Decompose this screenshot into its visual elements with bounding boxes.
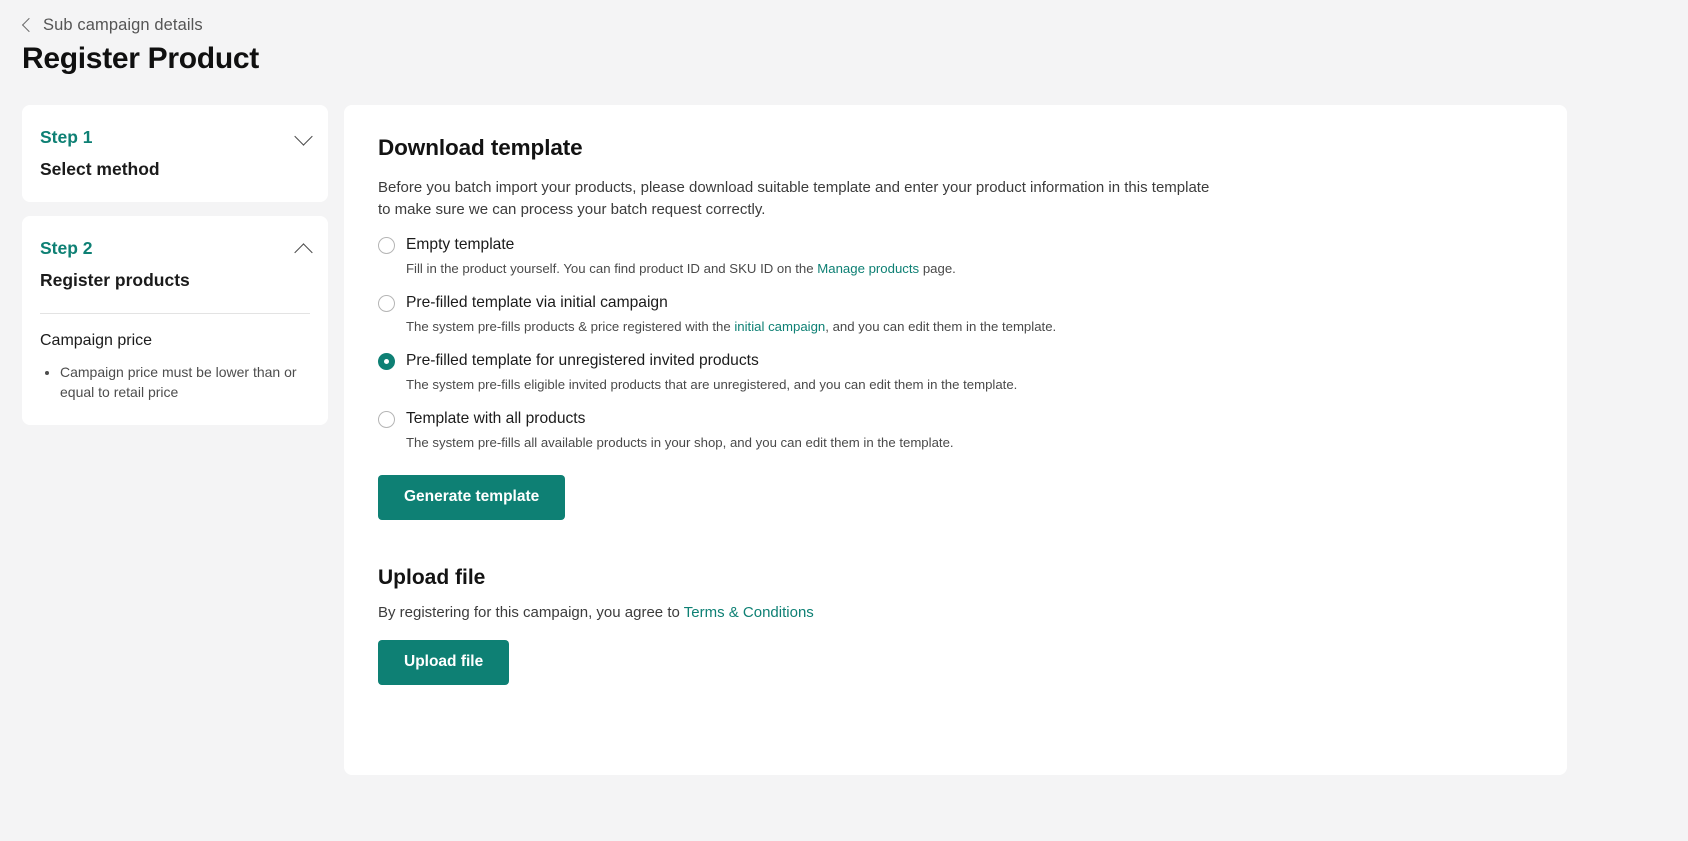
chevron-up-icon[interactable]	[294, 243, 312, 261]
option-label[interactable]: Template with all products	[406, 409, 586, 427]
upload-terms-text	[378, 604, 1533, 621]
generate-template-button[interactable]: Generate template	[378, 475, 565, 520]
option-description	[406, 318, 1533, 336]
breadcrumb-label[interactable]: Sub campaign details	[43, 16, 203, 34]
chevron-down-icon[interactable]	[294, 127, 312, 145]
option-prefilled-unregistered-invited[interactable]	[378, 351, 1533, 394]
step-1-number: Step 1	[40, 127, 93, 147]
list-item: • Campaign price must be lower than or equal to retail price	[60, 362, 310, 403]
option-prefilled-initial-campaign[interactable]	[378, 293, 1533, 336]
radio-empty-template[interactable]	[378, 237, 395, 254]
chevron-left-icon	[22, 18, 36, 32]
terms-and-conditions-link[interactable]: Terms & Conditions	[683, 603, 814, 621]
option-description: The system pre-fills eligible invited products that are unregistered, and you can edit them in the template.	[406, 376, 1018, 392]
campaign-price-notes	[40, 362, 310, 403]
terms-prefix: By registering for this campaign, you agree to	[378, 603, 684, 621]
option-label[interactable]: Pre-filled template for unregistered invited products	[406, 351, 759, 369]
template-options-group	[378, 235, 1533, 452]
radio-template-all-products[interactable]	[378, 411, 395, 428]
option-description	[406, 260, 1533, 278]
option-description-text-suffix: , and you can edit them in the template.	[825, 318, 1057, 334]
campaign-price-heading: Campaign price	[40, 332, 153, 349]
option-description-text: The system pre-fills products & price registered with the	[406, 318, 735, 334]
step-1-name: Select method	[40, 159, 160, 179]
upload-file-button[interactable]: Upload file	[378, 640, 509, 685]
sidebar-step-2[interactable]	[22, 216, 328, 425]
divider	[40, 313, 310, 314]
initial-campaign-link[interactable]: initial campaign	[734, 318, 826, 334]
radio-prefilled-initial-campaign[interactable]	[378, 295, 395, 312]
page-title: Register Product	[22, 42, 259, 75]
main-panel	[344, 105, 1567, 775]
option-label[interactable]: Pre-filled template via initial campaign	[406, 293, 668, 311]
manage-products-link[interactable]: Manage products	[817, 260, 920, 276]
breadcrumb[interactable]	[24, 16, 203, 35]
step-2-name: Register products	[40, 270, 190, 290]
upload-file-section	[378, 566, 1533, 685]
option-label[interactable]: Empty template	[406, 235, 515, 253]
download-template-title: Download template	[378, 135, 583, 160]
option-description: The system pre-fills all available products in your shop, and you can edit them in the template.	[406, 435, 954, 450]
download-template-description: Before you batch import your products, please download suitable template and enter your product information in this template to make sure we can process your batch request correctly.	[378, 179, 1210, 218]
step-1-header[interactable]	[40, 127, 310, 180]
steps-sidebar	[22, 105, 328, 439]
step-2-header[interactable]	[40, 238, 310, 291]
option-description-text-suffix: page.	[919, 260, 956, 276]
upload-file-title: Upload file	[378, 565, 486, 589]
option-empty-template[interactable]	[378, 235, 1533, 278]
radio-prefilled-unregistered-invited[interactable]	[378, 353, 395, 370]
step-2-number: Step 2	[40, 238, 93, 258]
sidebar-step-1[interactable]	[22, 105, 328, 202]
option-description-text: Fill in the product yourself. You can find product ID and SKU ID on the	[406, 260, 818, 276]
option-template-all-products[interactable]	[378, 409, 1533, 452]
